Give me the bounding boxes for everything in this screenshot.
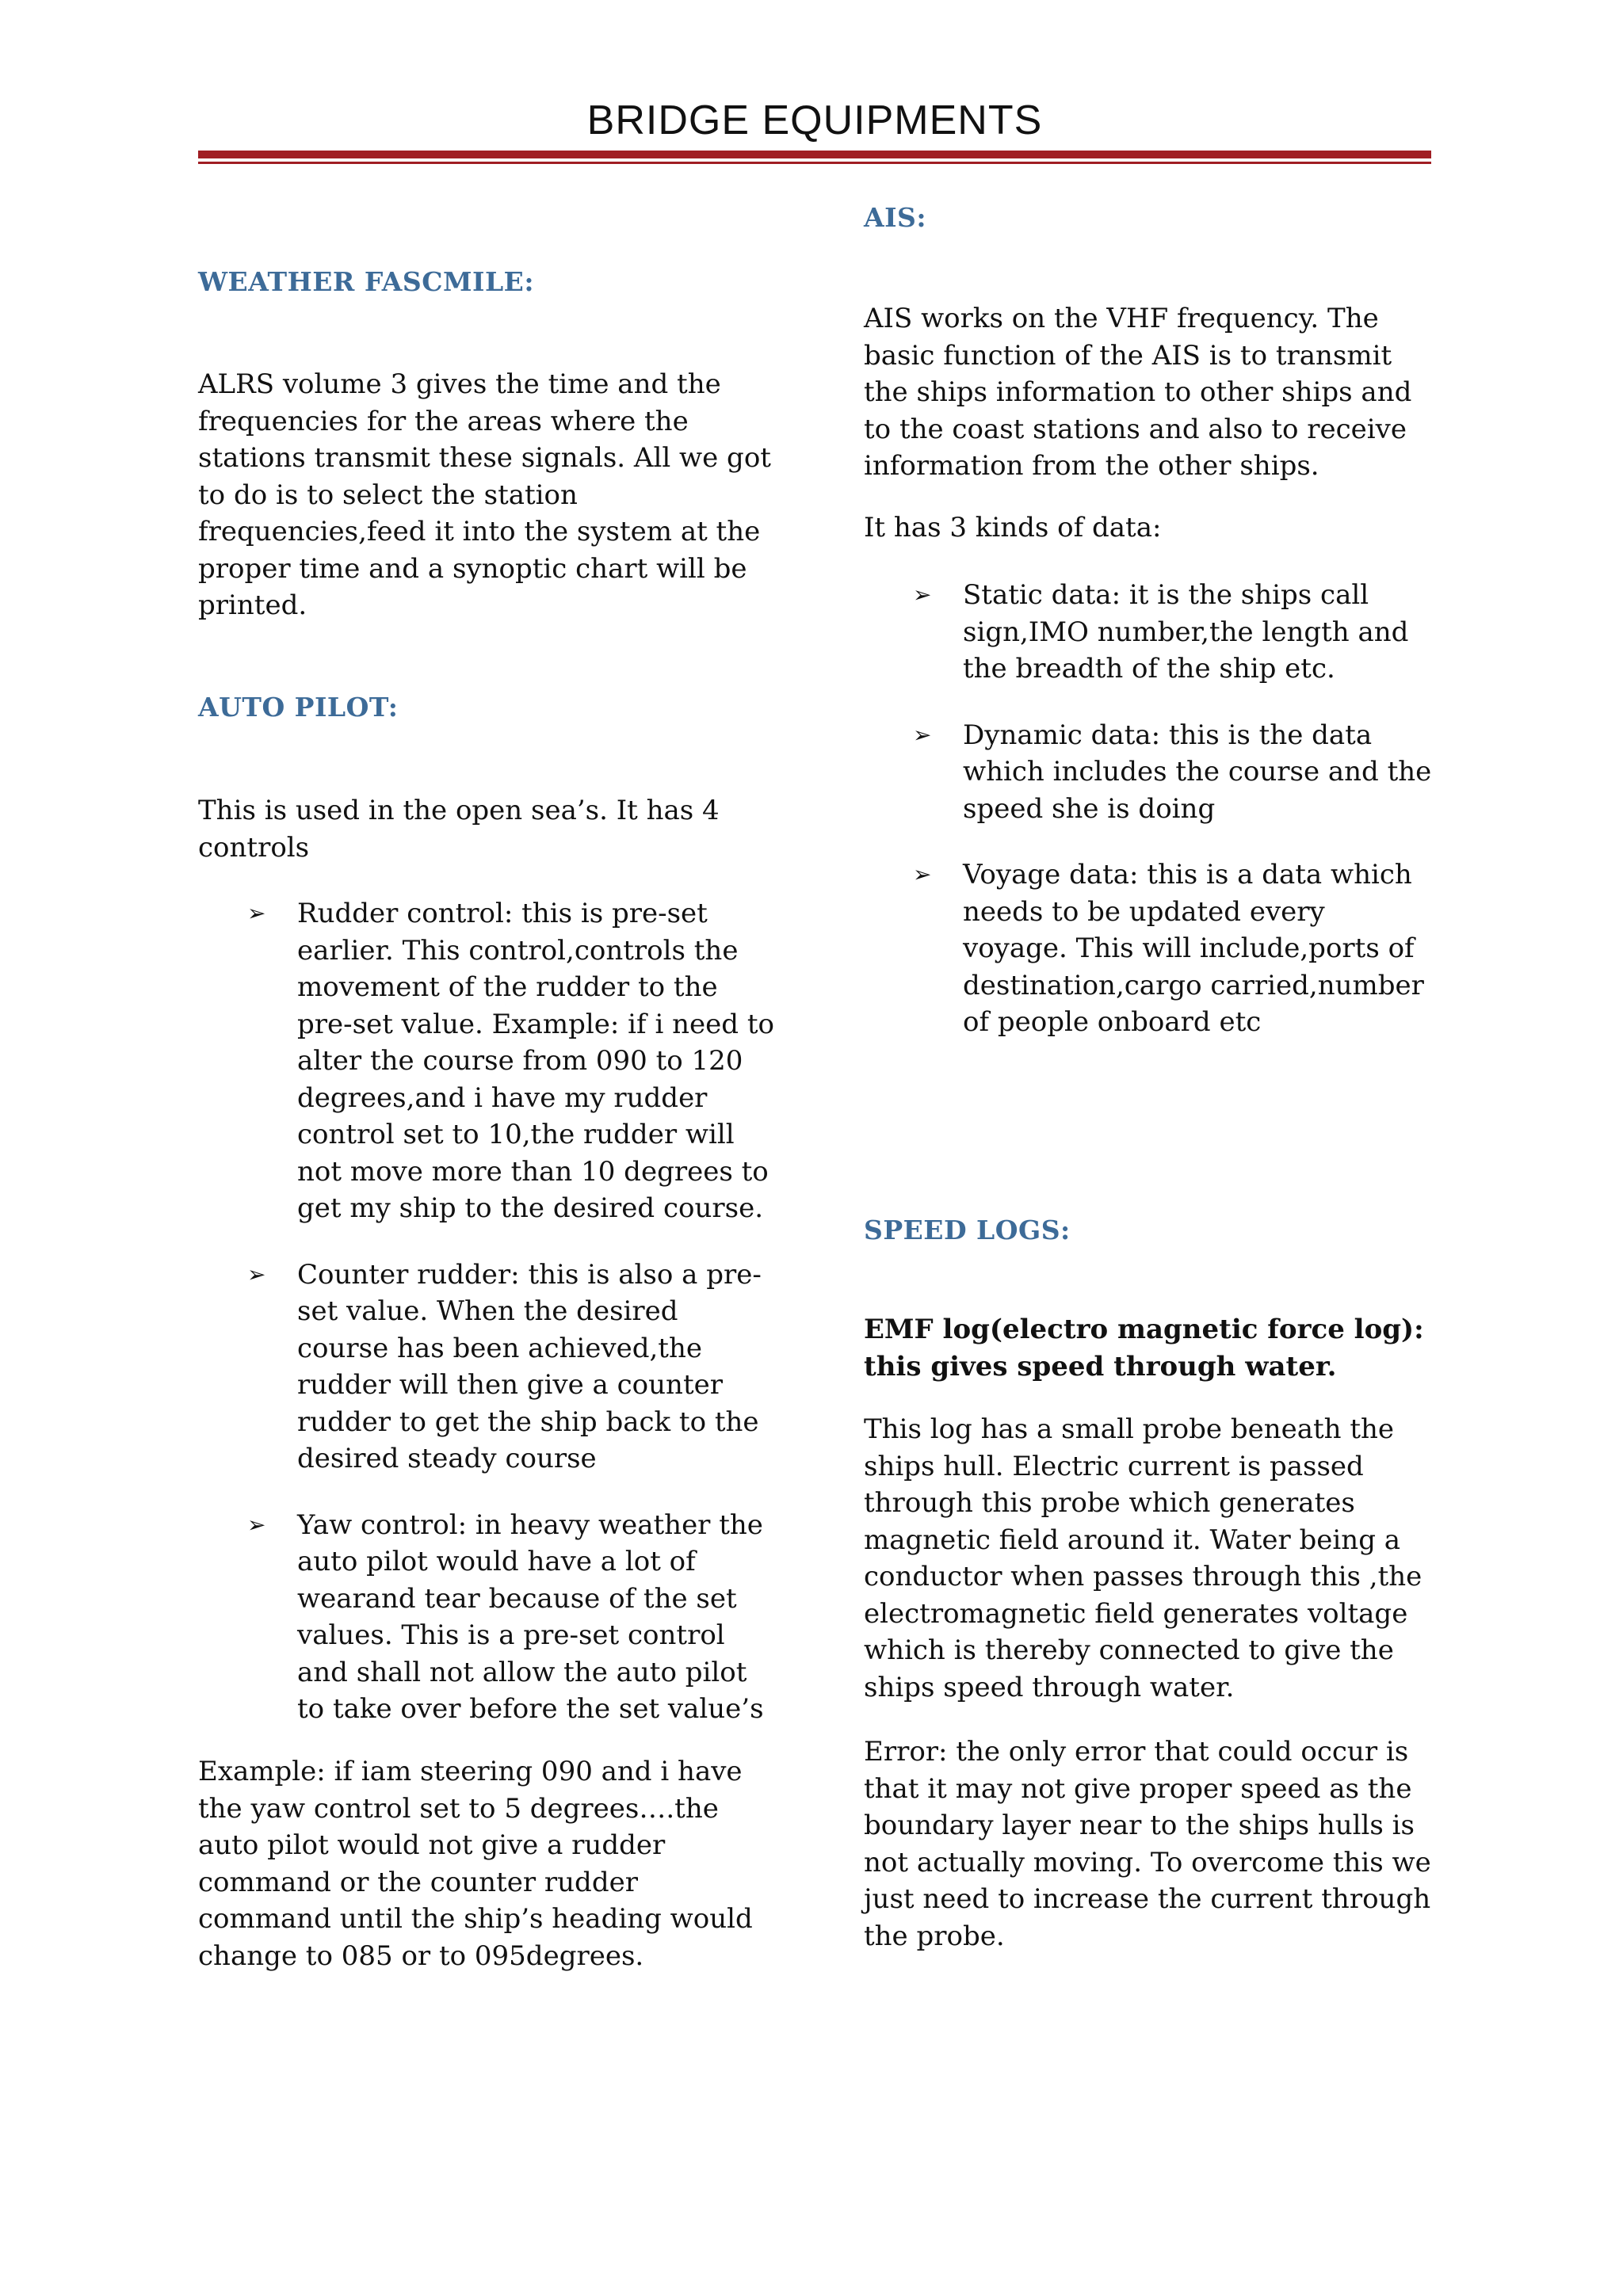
weather-fax-heading: WEATHER FASCMILE: (198, 266, 535, 297)
voyage-data-text: Voyage data: this is a data which needs to be updated every voyage. This will include,ports of destination,cargo carried,number of people onboard etc (963, 859, 1424, 1038)
arrowhead-bullet-icon: ➢ (247, 1261, 266, 1287)
title-underline-thick (198, 151, 1431, 158)
list-item (198, 895, 777, 1227)
title-underline-thin (198, 162, 1431, 164)
counter-rudder-text: Counter rudder: this is also a pre-set value. When the desired course has been achieved,the rudder will then give a counter rudder to get the ship back to the desired steady course (297, 1258, 762, 1474)
list-item (198, 1257, 777, 1478)
arrowhead-bullet-icon: ➢ (913, 861, 932, 887)
weather-fax-body: ALRS volume 3 gives the time and the frequencies for the areas where the stations transmit these signals. All we got to do is to select the station frequencies,feed it into the system at the proper time and a synoptic chart will be printed. (198, 368, 771, 621)
emf-log-body: This log has a small probe beneath the ships hull. Electric current is passed through this probe which generates magnetic field around it. Water being a conductor when passes through this ,the electromagnetic field generates voltage which is thereby connected to give the ships speed through water. (864, 1413, 1423, 1703)
speed-logs-heading: SPEED LOGS: (864, 1215, 1071, 1245)
yaw-control-text: Yaw control: in heavy weather the auto pilot would have a lot of wearand tear because of the set values. This is a pre-set control and shall not allow the auto pilot to take over before the set value’s (297, 1508, 764, 1725)
list-item (198, 1507, 777, 1728)
ais-heading: AIS: (864, 202, 927, 233)
dynamic-data-text: Dynamic data: this is the data which includes the course and the speed she is doing (963, 719, 1432, 825)
autopilot-intro: This is used in the open sea’s. It has 4 controls (198, 795, 720, 864)
arrowhead-bullet-icon: ➢ (913, 582, 932, 608)
ais-body: AIS works on the VHF frequency. The basic function of the AIS is to transmit the ships information to other ships and to the coast stations and also to receive information from the other ships. (864, 303, 1412, 482)
static-data-text: Static data: it is the ships call sign,IMO number,the length and the breadth of the ship etc. (963, 579, 1409, 685)
autopilot-control-list (198, 895, 777, 1757)
page-title: BRIDGE EQUIPMENTS (586, 97, 1043, 143)
rudder-control-text: Rudder control: this is pre-set earlier. This control,controls the movement of the rudder to the pre-set value. Example: if i need to alter the course from 090 to 120 degrees,and i have my rudder control set to 10,the rudder will not move more than 10 degrees to get my ship to the desired course. (297, 898, 774, 1224)
list-item (864, 577, 1434, 688)
ais-data-kinds: It has 3 kinds of data: (864, 512, 1162, 543)
autopilot-example: Example: if iam steering 090 and i have the yaw control set to 5 degrees….the auto pilot would not give a rudder command or the counter rudder command until the ship’s heading would change to 085 or to 095degrees. (198, 1756, 753, 1972)
arrowhead-bullet-icon: ➢ (247, 900, 266, 926)
arrowhead-bullet-icon: ➢ (913, 721, 932, 748)
list-item (864, 717, 1434, 828)
emf-log-error: Error: the only error that could occur is that it may not give proper speed as the boundary layer near to the ships hulls is not actually moving. To overcome this we just need to increase the current through the probe. (864, 1736, 1431, 1952)
ais-data-list (864, 577, 1434, 1070)
list-item (864, 856, 1434, 1041)
emf-log-title: EMF log(electro magnetic force log): this gives speed through water. (864, 1314, 1424, 1383)
autopilot-heading: AUTO PILOT: (198, 692, 399, 723)
arrowhead-bullet-icon: ➢ (247, 1511, 266, 1538)
